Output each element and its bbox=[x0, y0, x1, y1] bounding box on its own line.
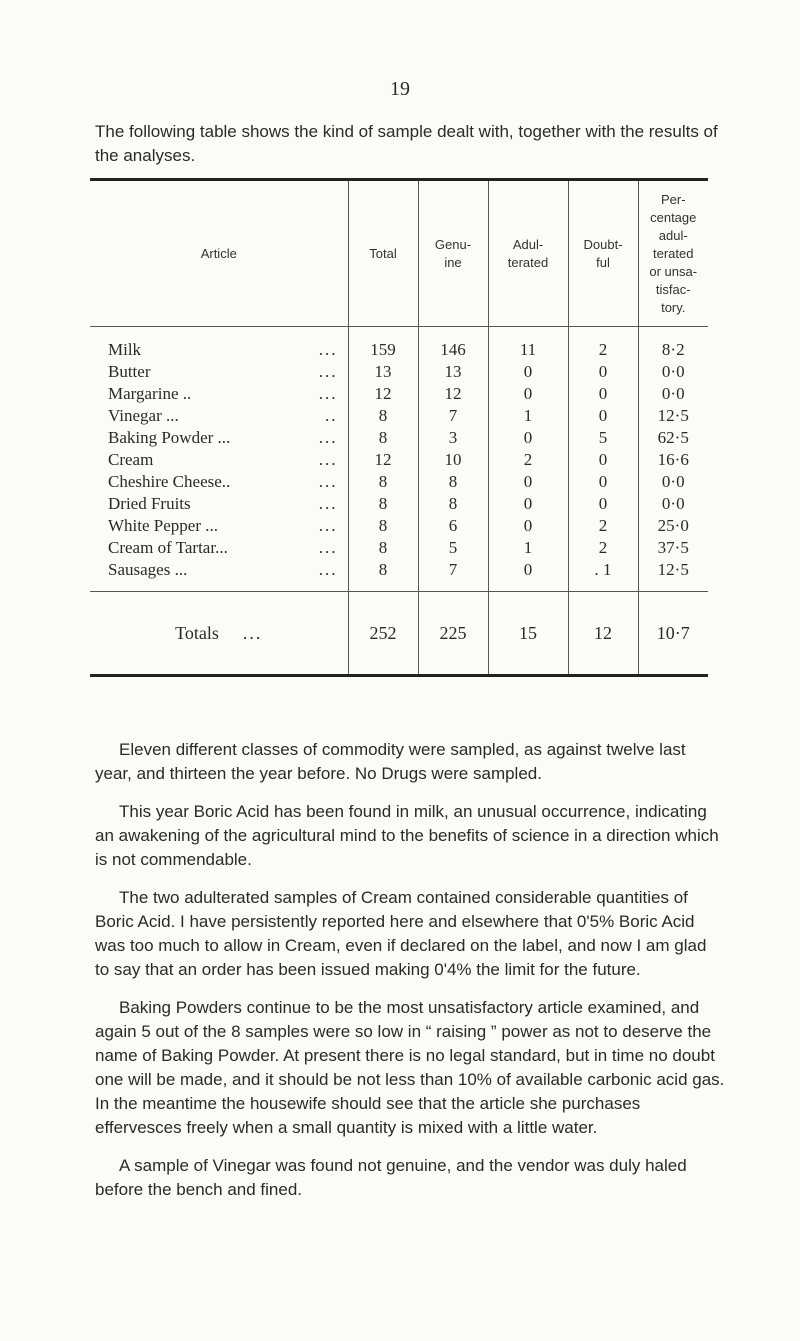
paragraph: The two adulterated samples of Cream contained considerable quantities of Boric Acid. I have persistently reported here and elsewhere that 0'5% Boric Acid was too much to allow in Cream, even if declared on the label, and now I am glad to say that an order has been issued making 0'4% the limit for the future. bbox=[95, 888, 707, 979]
cell-doubtful: 5 bbox=[568, 427, 638, 449]
cell-doubtful: 0 bbox=[568, 405, 638, 427]
leader-dots: ... bbox=[318, 560, 338, 579]
totals-percentage: 10·7 bbox=[638, 592, 708, 676]
cell-total: 8 bbox=[348, 405, 418, 427]
cell-article bbox=[90, 471, 348, 493]
totals-row bbox=[90, 592, 708, 676]
cell-percentage: 25·0 bbox=[638, 515, 708, 537]
cell-total: 8 bbox=[348, 427, 418, 449]
header-total: Total bbox=[348, 180, 418, 327]
leader-dots: ... bbox=[318, 538, 338, 557]
article-name: Dried Fruits bbox=[108, 494, 191, 513]
cell-article bbox=[90, 537, 348, 559]
cell-adulterated: 0 bbox=[488, 383, 568, 405]
cell-percentage: 37·5 bbox=[638, 537, 708, 559]
article-name: Margarine .. bbox=[108, 384, 192, 403]
cell-article bbox=[90, 515, 348, 537]
cell-article bbox=[90, 449, 348, 471]
cell-article bbox=[90, 383, 348, 405]
header-genuine: Genu- ine bbox=[418, 180, 488, 327]
cell-article bbox=[90, 361, 348, 383]
cell-total: 159 bbox=[348, 327, 418, 362]
cell-article bbox=[90, 493, 348, 515]
header-article: Article bbox=[90, 180, 348, 327]
table-row bbox=[90, 427, 708, 449]
table-row bbox=[90, 471, 708, 493]
cell-genuine: 146 bbox=[418, 327, 488, 362]
leader-dots: ... bbox=[318, 450, 338, 469]
cell-total: 8 bbox=[348, 537, 418, 559]
article-name: Cream of Tartar... bbox=[108, 538, 228, 557]
intro-text: The following table shows the kind of sample dealt with, together with the results of the analyses. bbox=[95, 122, 718, 165]
totals-doubtful: 12 bbox=[568, 592, 638, 676]
leader-dots: ... bbox=[318, 340, 338, 359]
table-row bbox=[90, 559, 708, 592]
body-text bbox=[95, 738, 725, 1202]
cell-percentage: 0·0 bbox=[638, 361, 708, 383]
totals-dots: ... bbox=[242, 623, 263, 643]
page-number: 19 bbox=[390, 78, 410, 100]
cell-percentage: 12·5 bbox=[638, 405, 708, 427]
totals-adulterated: 15 bbox=[488, 592, 568, 676]
paragraph: This year Boric Acid has been found in milk, an unusual occurrence, indicating an awakening of the agricultural mind to the benefits of science in a direction which is not commendable. bbox=[95, 802, 719, 869]
leader-dots: ... bbox=[318, 428, 338, 447]
cell-genuine: 12 bbox=[418, 383, 488, 405]
table-row bbox=[90, 493, 708, 515]
article-name: Sausages ... bbox=[108, 560, 188, 579]
cell-doubtful: 0 bbox=[568, 493, 638, 515]
cell-doubtful: 0 bbox=[568, 471, 638, 493]
totals-label: Totals bbox=[175, 623, 219, 643]
cell-adulterated: 0 bbox=[488, 559, 568, 592]
paragraph: A sample of Vinegar was found not genuine, and the vendor was duly haled before the bench and fined. bbox=[95, 1156, 687, 1199]
cell-article bbox=[90, 405, 348, 427]
cell-doubtful: 0 bbox=[568, 383, 638, 405]
leader-dots: .. bbox=[325, 406, 338, 425]
table-row bbox=[90, 405, 708, 427]
paragraph: Baking Powders continue to be the most unsatisfactory article examined, and again 5 out of the 8 samples were so low in “ raising ” power as not to deserve the name of Baking Powder. At present there is no legal standard, but in time no doubt one will be made, and it should be not less than 10% of available carbonic acid gas. In the meantime the housewife should see that the article she purchases effervesces freely when a small quantity is mixed with a little water. bbox=[95, 998, 725, 1137]
cell-percentage: 62·5 bbox=[638, 427, 708, 449]
cell-total: 8 bbox=[348, 515, 418, 537]
cell-doubtful: 2 bbox=[568, 327, 638, 362]
table-row bbox=[90, 537, 708, 559]
leader-dots: ... bbox=[318, 362, 338, 381]
cell-total: 13 bbox=[348, 361, 418, 383]
cell-doubtful: 0 bbox=[568, 449, 638, 471]
cell-doubtful: 2 bbox=[568, 537, 638, 559]
cell-percentage: 8·2 bbox=[638, 327, 708, 362]
table-row bbox=[90, 383, 708, 405]
header-doubtful: Doubt- ful bbox=[568, 180, 638, 327]
cell-article bbox=[90, 427, 348, 449]
cell-percentage: 12·5 bbox=[638, 559, 708, 592]
header-percentage: Per- centage adul- terated or unsa- tisfac- tory. bbox=[638, 180, 708, 327]
cell-percentage: 0·0 bbox=[638, 493, 708, 515]
cell-adulterated: 0 bbox=[488, 515, 568, 537]
table-row bbox=[90, 449, 708, 471]
cell-genuine: 7 bbox=[418, 559, 488, 592]
table-row bbox=[90, 361, 708, 383]
cell-doubtful: . 1 bbox=[568, 559, 638, 592]
cell-article bbox=[90, 559, 348, 592]
article-name: Vinegar ... bbox=[108, 406, 179, 425]
cell-percentage: 0·0 bbox=[638, 471, 708, 493]
cell-doubtful: 0 bbox=[568, 361, 638, 383]
leader-dots: ... bbox=[318, 516, 338, 535]
totals-total: 252 bbox=[348, 592, 418, 676]
leader-dots: ... bbox=[318, 472, 338, 491]
cell-total: 8 bbox=[348, 559, 418, 592]
cell-adulterated: 1 bbox=[488, 405, 568, 427]
cell-percentage: 0·0 bbox=[638, 383, 708, 405]
table-row bbox=[90, 515, 708, 537]
paragraph: Eleven different classes of commodity were sampled, as against twelve last year, and thirteen the year before. No Drugs were sampled. bbox=[95, 740, 686, 783]
samples-table bbox=[90, 178, 708, 677]
totals-genuine: 225 bbox=[418, 592, 488, 676]
cell-total: 8 bbox=[348, 471, 418, 493]
cell-article bbox=[90, 327, 348, 362]
cell-percentage: 16·6 bbox=[638, 449, 708, 471]
cell-genuine: 3 bbox=[418, 427, 488, 449]
cell-total: 12 bbox=[348, 383, 418, 405]
cell-genuine: 6 bbox=[418, 515, 488, 537]
cell-adulterated: 11 bbox=[488, 327, 568, 362]
table-header-row bbox=[90, 180, 708, 327]
cell-doubtful: 2 bbox=[568, 515, 638, 537]
cell-genuine: 5 bbox=[418, 537, 488, 559]
cell-genuine: 8 bbox=[418, 471, 488, 493]
article-name: Milk bbox=[108, 340, 142, 359]
article-name: Cheshire Cheese.. bbox=[108, 472, 231, 491]
cell-genuine: 7 bbox=[418, 405, 488, 427]
article-name: Butter bbox=[108, 362, 151, 381]
cell-adulterated: 0 bbox=[488, 361, 568, 383]
cell-adulterated: 0 bbox=[488, 493, 568, 515]
table-body bbox=[90, 327, 708, 676]
cell-total: 12 bbox=[348, 449, 418, 471]
cell-genuine: 10 bbox=[418, 449, 488, 471]
cell-adulterated: 0 bbox=[488, 471, 568, 493]
table-row bbox=[90, 327, 708, 362]
cell-adulterated: 2 bbox=[488, 449, 568, 471]
cell-genuine: 13 bbox=[418, 361, 488, 383]
cell-adulterated: 0 bbox=[488, 427, 568, 449]
leader-dots: ... bbox=[318, 494, 338, 513]
header-adulterated: Adul- terated bbox=[488, 180, 568, 327]
article-name: Baking Powder ... bbox=[108, 428, 231, 447]
article-name: Cream bbox=[108, 450, 154, 469]
cell-genuine: 8 bbox=[418, 493, 488, 515]
article-name: White Pepper ... bbox=[108, 516, 218, 535]
leader-dots: ... bbox=[318, 384, 338, 403]
cell-adulterated: 1 bbox=[488, 537, 568, 559]
cell-total: 8 bbox=[348, 493, 418, 515]
